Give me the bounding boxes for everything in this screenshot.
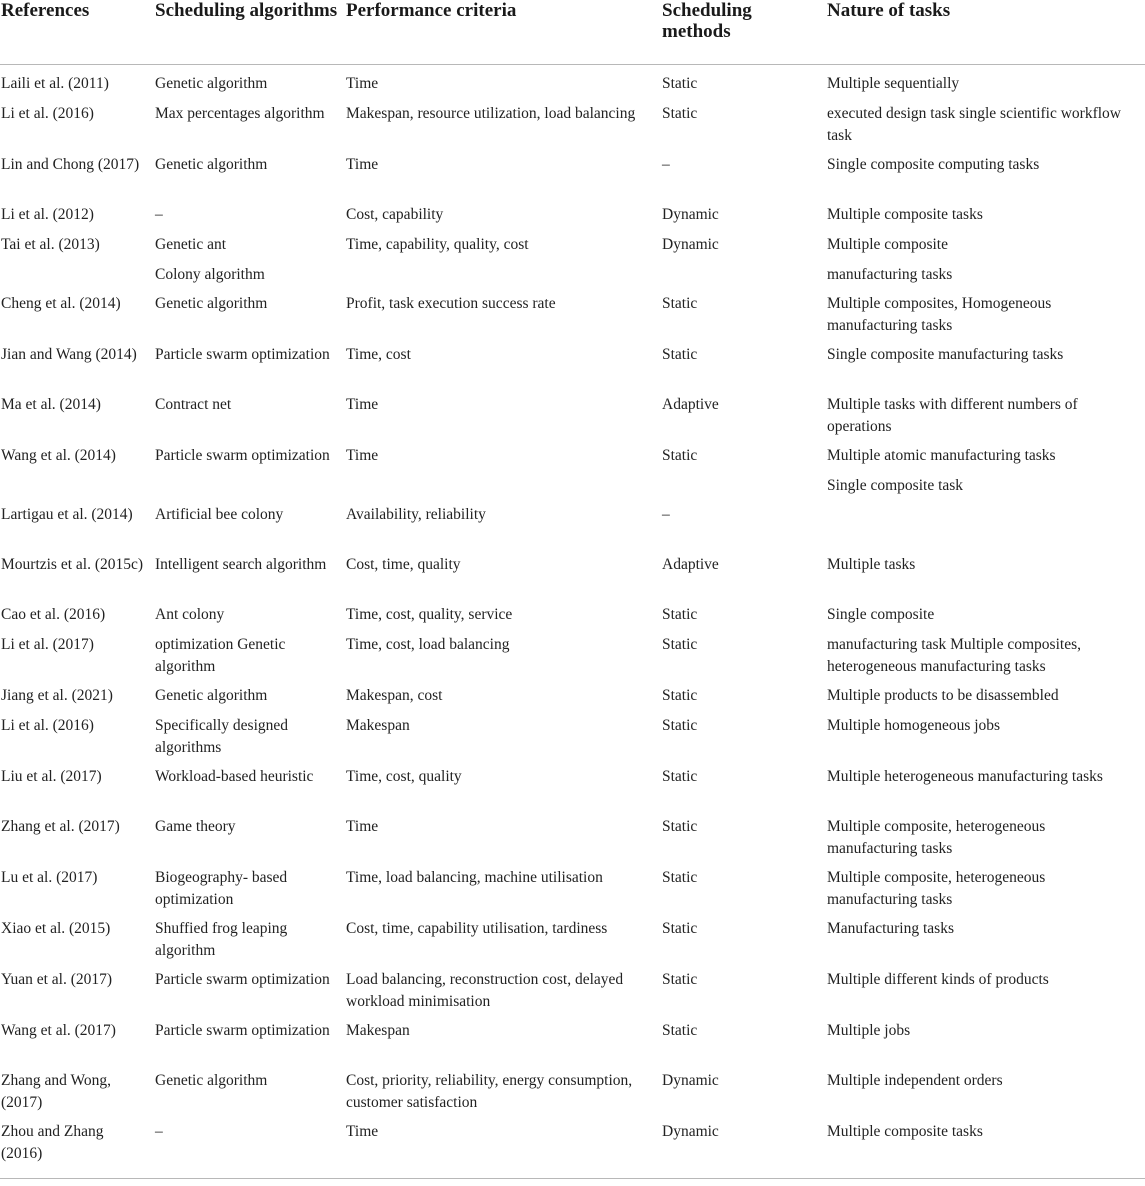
cell-nature <box>827 226 1145 285</box>
cell-method: Adaptive <box>662 396 719 413</box>
table-row <box>0 626 1145 677</box>
table-row <box>0 1113 1145 1179</box>
cell-method: Static <box>662 295 698 312</box>
cell-reference: Li et al. (2016) <box>1 717 94 734</box>
cell-reference: Liu et al. (2017) <box>1 768 102 785</box>
cell-criteria: Load balancing, reconstruction cost, delayed workload minimisation <box>346 971 624 1010</box>
cell-nature: Manufacturing tasks <box>827 920 954 937</box>
cell-reference: Xiao et al. (2015) <box>1 920 111 937</box>
cell-algorithm: Specifically designed algorithms <box>155 717 288 756</box>
cell-nature: Multiple jobs <box>827 1022 911 1039</box>
cell-nature: Multiple different kinds of products <box>827 971 1049 988</box>
cell-criteria: Time, cost, quality <box>346 768 462 785</box>
cell-algorithm: Game theory <box>155 818 236 835</box>
cell-nature: manufacturing task Multiple composites, heterogeneous manufacturing tasks <box>827 636 1081 675</box>
cell-nature: Multiple products to be disassembled <box>827 687 1059 704</box>
cell-criteria: Time, cost, load balancing <box>346 636 510 653</box>
cell-algorithm: Ant colony <box>155 606 225 623</box>
cell-nature: Multiple composite, heterogeneous manufacturing tasks <box>827 869 1046 908</box>
cell-reference: Zhang and Wong, (2017) <box>1 1072 111 1111</box>
table-row <box>0 961 1145 1012</box>
cell-criteria: Profit, task execution success rate <box>346 295 556 312</box>
cell-algorithm: Biogeography- based optimization <box>155 869 288 908</box>
cell-nature: Single composite computing tasks <box>827 156 1040 173</box>
cell-criteria: Availability, reliability <box>346 506 486 523</box>
table-row <box>0 808 1145 859</box>
table-row <box>0 496 1145 546</box>
table-row <box>0 336 1145 386</box>
cell-reference: Jiang et al. (2021) <box>1 687 113 704</box>
cell-method: Static <box>662 636 698 653</box>
cell-nature: Multiple tasks with different numbers of operations <box>827 396 1078 435</box>
cell-method: Static <box>662 869 698 886</box>
cell-method: Dynamic <box>662 1113 827 1179</box>
cell-algorithm: Workload-based heuristic <box>155 768 314 785</box>
table-body <box>0 65 1145 1179</box>
cell-nature-line-2: Single composite task <box>827 476 964 494</box>
table-row <box>0 758 1145 808</box>
cell-criteria: Time <box>346 75 379 92</box>
cell-method: Static <box>662 75 698 92</box>
cell-criteria: Makespan, resource utilization, load balancing <box>346 105 636 122</box>
header-criteria: Performance criteria <box>346 0 662 65</box>
cell-nature <box>827 496 1145 546</box>
table-row <box>0 677 1145 707</box>
cell-method: Static <box>662 447 698 464</box>
cell-method: Dynamic <box>662 206 719 223</box>
cell-criteria: Time <box>346 447 379 464</box>
cell-reference: Laili et al. (2011) <box>1 75 109 92</box>
cell-reference: Lu et al. (2017) <box>1 869 98 886</box>
cell-reference: Mourtzis et al. (2015c) <box>1 556 144 573</box>
cell-method: Static <box>662 1022 698 1039</box>
table-row <box>0 146 1145 196</box>
cell-method: – <box>662 156 670 173</box>
table-row <box>0 196 1145 226</box>
cell-nature-line-1: Multiple composite <box>827 236 948 253</box>
cell-algorithm: – <box>155 206 163 223</box>
cell-criteria: Cost, capability <box>346 206 444 223</box>
table-row <box>0 910 1145 961</box>
cell-nature: Multiple homogeneous jobs <box>827 717 1001 734</box>
cell-algorithm: Particle swarm optimization <box>155 447 330 464</box>
table-row <box>0 386 1145 437</box>
cell-nature: Multiple sequentially <box>827 75 960 92</box>
cell-nature: Multiple heterogeneous manufacturing tasks <box>827 768 1103 785</box>
cell-criteria: Makespan <box>346 717 410 734</box>
cell-reference: Tai et al. (2013) <box>1 236 100 253</box>
cell-algorithm: Contract net <box>155 396 232 413</box>
cell-method: Static <box>662 346 698 363</box>
cell-algorithm: Particle swarm optimization <box>155 971 330 988</box>
cell-method: Static <box>662 105 698 122</box>
cell-algorithm: Shuffied frog leaping algorithm <box>155 920 288 959</box>
cell-criteria: Cost, time, quality <box>346 556 461 573</box>
cell-reference: Lin and Chong (2017) <box>1 156 140 173</box>
cell-algorithm <box>155 226 346 285</box>
cell-algorithm: Intelligent search algorithm <box>155 556 327 573</box>
cell-nature: Multiple composite, heterogeneous manufacturing tasks <box>827 818 1046 857</box>
cell-criteria: Time, load balancing, machine utilisation <box>346 869 603 886</box>
cell-nature-line-1: Multiple atomic manufacturing tasks <box>827 447 1056 464</box>
table-header <box>0 0 1145 65</box>
cell-algorithm: – <box>155 1113 346 1179</box>
cell-nature: Multiple tasks <box>827 556 916 573</box>
cell-nature: Multiple composite tasks <box>827 1113 1145 1179</box>
cell-reference: Li et al. (2012) <box>1 206 94 223</box>
cell-method: Dynamic <box>662 1072 719 1089</box>
cell-reference: Wang et al. (2014) <box>1 447 116 464</box>
cell-reference: Li et al. (2016) <box>1 105 94 122</box>
cell-method: Static <box>662 606 698 623</box>
cell-reference: Wang et al. (2017) <box>1 1022 116 1039</box>
cell-method: – <box>662 506 670 523</box>
cell-nature-line-2: manufacturing tasks <box>827 265 953 283</box>
cell-method: Static <box>662 717 698 734</box>
cell-algorithm: Max percentages algorithm <box>155 105 325 122</box>
cell-algorithm-line-1: Genetic ant <box>155 236 227 253</box>
cell-nature: Multiple composites, Homogeneous manufacturing tasks <box>827 295 1052 334</box>
cell-nature <box>827 437 1145 496</box>
cell-reference: Jian and Wang (2014) <box>1 346 137 363</box>
cell-reference: Cao et al. (2016) <box>1 606 106 623</box>
table-row <box>0 226 1145 285</box>
cell-criteria: Time <box>346 396 379 413</box>
header-algorithms: Scheduling algorithms <box>155 0 346 65</box>
header-methods: Scheduling methods <box>662 0 827 65</box>
cell-method: Static <box>662 818 698 835</box>
cell-method: Adaptive <box>662 556 719 573</box>
cell-reference: Cheng et al. (2014) <box>1 295 121 312</box>
cell-algorithm: Artificial bee colony <box>155 506 284 523</box>
table-row <box>0 285 1145 336</box>
cell-criteria: Time, cost <box>346 346 411 363</box>
cell-method: Dynamic <box>662 236 719 253</box>
cell-method: Static <box>662 971 698 988</box>
cell-criteria: Time, cost, quality, service <box>346 606 513 623</box>
cell-nature: Multiple independent orders <box>827 1072 1003 1089</box>
cell-algorithm: optimization Genetic algorithm <box>155 636 286 675</box>
cell-criteria: Time <box>346 1113 662 1179</box>
cell-criteria: Time <box>346 818 379 835</box>
table-row <box>0 1062 1145 1113</box>
cell-nature: executed design task single scientific workflow task <box>827 105 1121 144</box>
cell-algorithm: Genetic algorithm <box>155 295 268 312</box>
cell-method: Static <box>662 687 698 704</box>
cell-algorithm-line-2: Colony algorithm <box>155 265 265 283</box>
cell-algorithm: Genetic algorithm <box>155 75 268 92</box>
table-row <box>0 95 1145 146</box>
cell-algorithm: Genetic algorithm <box>155 1072 268 1089</box>
table-row <box>0 1012 1145 1062</box>
cell-algorithm: Particle swarm optimization <box>155 1022 330 1039</box>
cell-criteria: Makespan <box>346 1022 410 1039</box>
cell-nature: Multiple composite tasks <box>827 206 983 223</box>
table-row <box>0 707 1145 758</box>
cell-criteria: Makespan, cost <box>346 687 443 704</box>
cell-criteria: Time, capability, quality, cost <box>346 236 529 253</box>
table-row <box>0 596 1145 626</box>
header-references: References <box>0 0 155 65</box>
cell-reference: Lartigau et al. (2014) <box>1 506 133 523</box>
cell-method: Static <box>662 920 698 937</box>
table-row <box>0 546 1145 596</box>
table-row <box>0 859 1145 910</box>
cell-reference: Ma et al. (2014) <box>1 396 101 413</box>
cell-reference: Zhang et al. (2017) <box>1 818 120 835</box>
header-nature: Nature of tasks <box>827 0 1145 65</box>
table-row <box>0 65 1145 96</box>
cell-reference: Yuan et al. (2017) <box>1 971 113 988</box>
cell-criteria: Cost, time, capability utilisation, tardiness <box>346 920 608 937</box>
cell-nature: Single composite <box>827 606 935 623</box>
cell-criteria: Time <box>346 156 379 173</box>
cell-method: Static <box>662 768 698 785</box>
cell-reference: Zhou and Zhang (2016) <box>0 1113 155 1179</box>
cell-algorithm: Genetic algorithm <box>155 156 268 173</box>
cell-nature: Single composite manufacturing tasks <box>827 346 1064 363</box>
header-row <box>0 0 1145 65</box>
cell-algorithm: Particle swarm optimization <box>155 346 330 363</box>
cell-algorithm: Genetic algorithm <box>155 687 268 704</box>
table-row <box>0 437 1145 496</box>
cell-reference: Li et al. (2017) <box>1 636 94 653</box>
cell-criteria: Cost, priority, reliability, energy consumption, customer satisfaction <box>346 1072 633 1111</box>
